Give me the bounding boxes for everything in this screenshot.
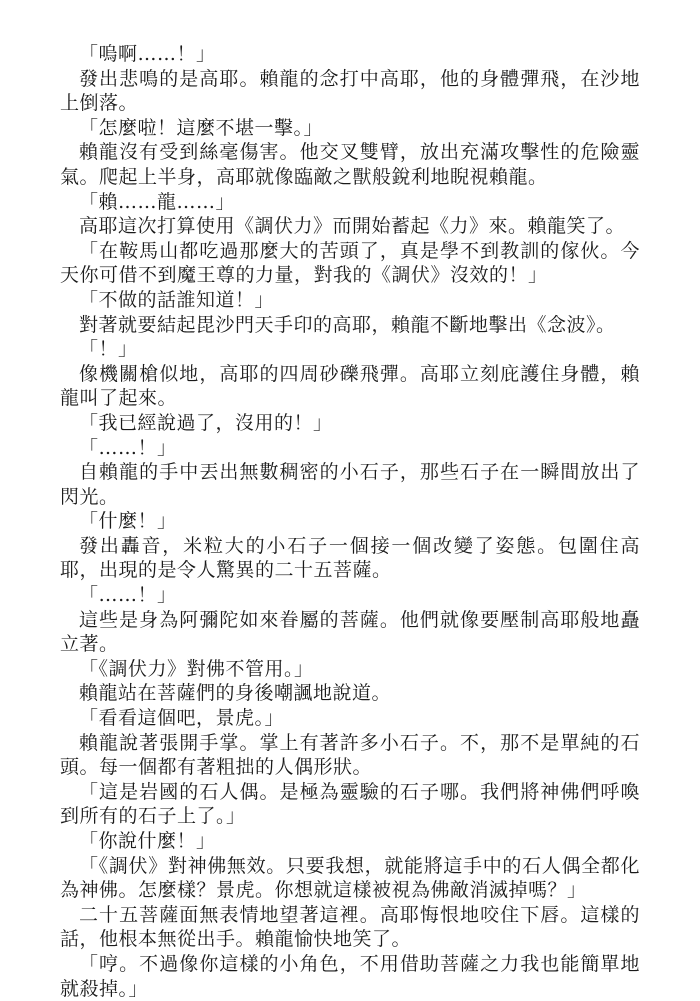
paragraph: 像機關槍似地，高耶的四周砂礫飛彈。高耶立刻庇護住身體，賴龍叫了起來。 <box>60 362 640 410</box>
paragraph: 賴龍沒有受到絲毫傷害。他交叉雙臂，放出充滿攻擊性的危險靈氣。爬起上半身，高耶就像臨敵之獸般銳利地睨視賴龍。 <box>60 141 640 188</box>
paragraph: 「嗚啊……！」 <box>79 43 216 65</box>
paragraph: 「……！」 <box>79 436 177 459</box>
paragraph: 「哼。不過像你這樣的小角色，不用借助菩薩之力我也能簡單地就殺掉。」 <box>60 952 640 1000</box>
paragraph: 「怎麼啦！這麼不堪一擊。」 <box>79 116 324 139</box>
paragraph: 發出轟音，米粒大的小石子一個接一個改變了姿態。包圍住高耶，出現的是令人驚異的二十五菩薩。 <box>60 534 640 582</box>
paragraph: 「在鞍馬山都吃過那麼大的苦頭了，真是學不到教訓的傢伙。今天你可借不到魔王尊的力量，對我的《調伏》沒效的！」 <box>60 239 640 287</box>
novel-text-body <box>60 42 640 1001</box>
paragraph: 「《調伏》對神佛無效。只要我想，就能將這手中的石人偶全都化為神佛。怎麼樣？景虎。你想就這樣被視為佛敵消滅掉嗎？」 <box>60 854 640 902</box>
paragraph: 「這是岩國的石人偶。是極為靈驗的石子哪。我們將神佛們呼喚到所有的石子上了。」 <box>60 780 640 828</box>
paragraph: 這些是身為阿彌陀如來眷屬的菩薩。他們就像要壓制高耶般地矗立著。 <box>60 608 640 656</box>
paragraph: 二十五菩薩面無表情地望著這裡。高耶悔恨地咬住下唇。這樣的話，他根本無從出手。賴龍愉快地笑了。 <box>60 903 640 951</box>
paragraph: 「賴……龍……」 <box>79 190 236 213</box>
paragraph: 「不做的話誰知道！」 <box>79 288 275 311</box>
paragraph: 高耶這次打算使用《調伏力》而開始蓄起《力》來。賴龍笑了。 <box>79 215 626 238</box>
paragraph: 「！」 <box>79 338 138 361</box>
paragraph: 發出悲鳴的是高耶。賴龍的念打中高耶，他的身體彈飛，在沙地上倒落。 <box>60 67 640 115</box>
paragraph: 「……！」 <box>79 584 177 607</box>
paragraph: 「我已經說過了，沒用的！」 <box>79 411 333 434</box>
paragraph: 賴龍站在菩薩們的身後嘲諷地說道。 <box>79 682 392 705</box>
paragraph: 賴龍說著張開手掌。掌上有著許多小石子。不，那不是單純的石頭。每一個都有著粗拙的人偶形狀。 <box>60 731 640 779</box>
paragraph: 「你說什麼！」 <box>79 830 216 852</box>
paragraph: 「看看這個吧，景虎。」 <box>79 707 285 730</box>
paragraph: 對著就要結起毘沙門天手印的高耶，賴龍不斷地擊出《念波》。 <box>79 313 616 336</box>
paragraph: 自賴龍的手中丟出無數稠密的小石子，那些石子在一瞬間放出了閃光。 <box>60 461 640 508</box>
paragraph: 「《調伏力》對佛不管用。」 <box>79 657 314 680</box>
paragraph: 「什麼！」 <box>79 510 177 533</box>
